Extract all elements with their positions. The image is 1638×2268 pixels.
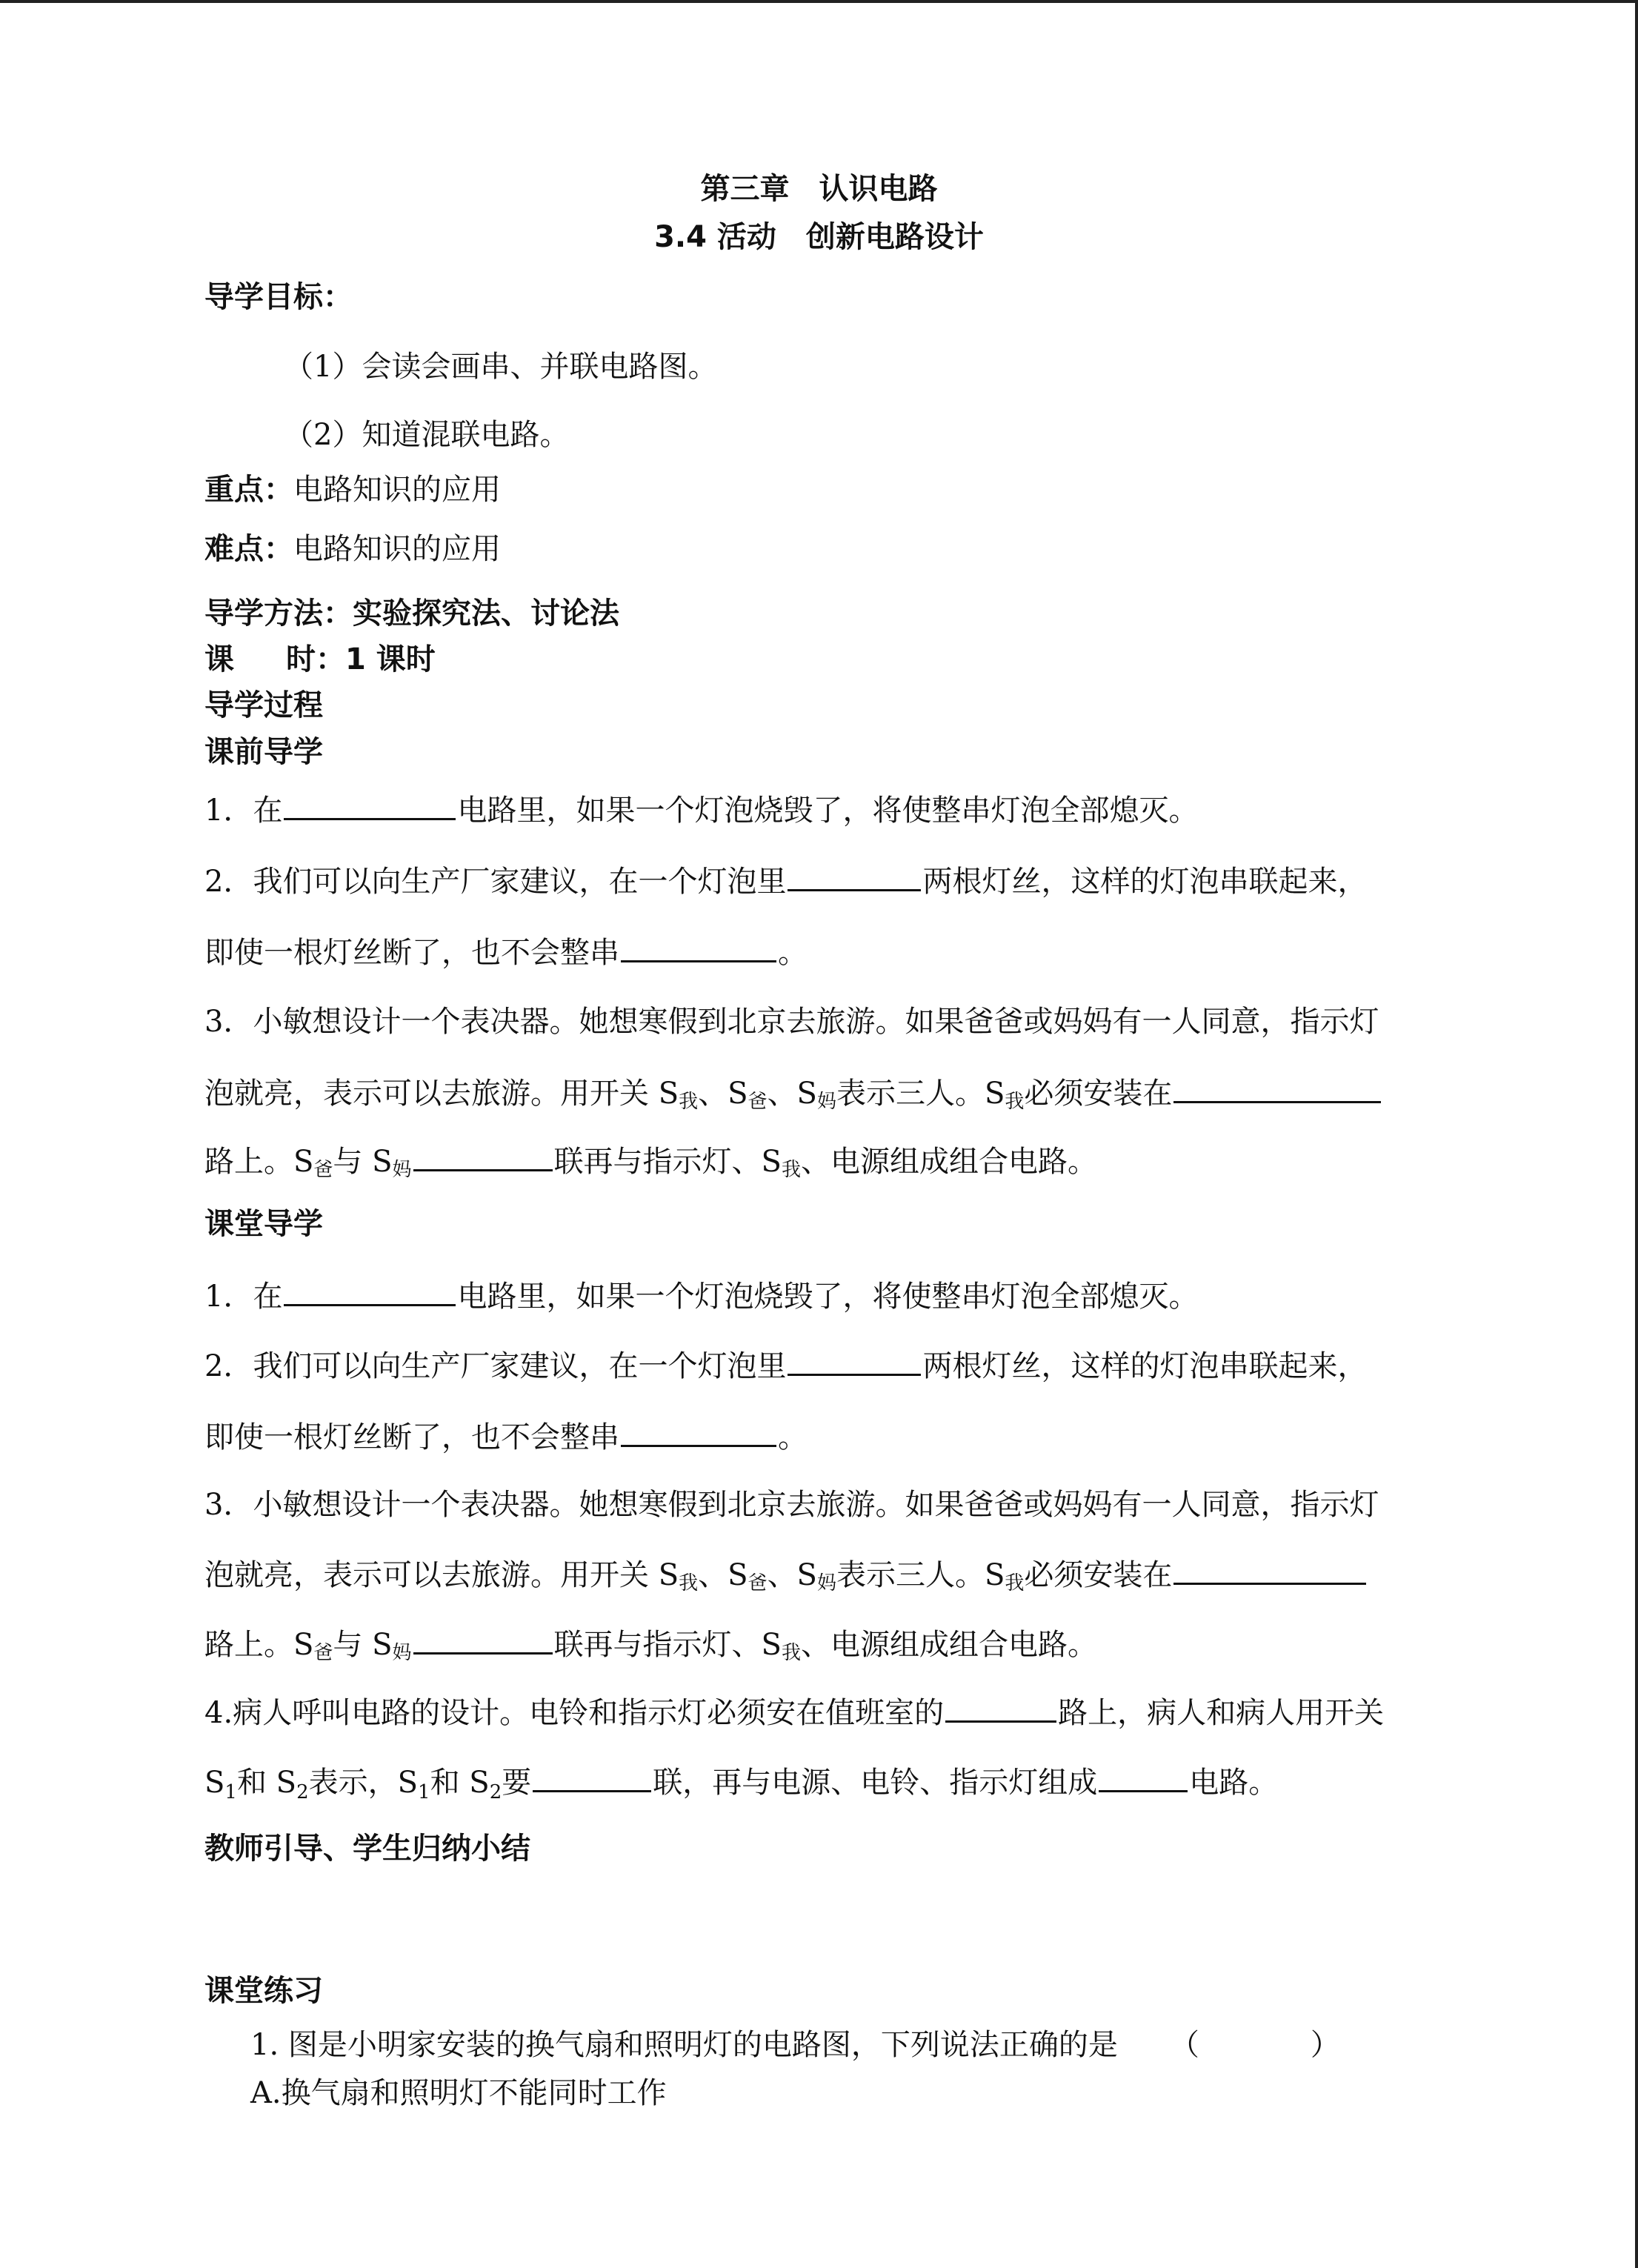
summary-heading: 教师引导、学生归纳小结 (204, 1832, 530, 1866)
answer-blank[interactable] (788, 1346, 921, 1376)
chapter-title: 第三章 认识电路 (700, 172, 938, 206)
page-border-top (0, 0, 1638, 3)
inclass-q4-line2: $S_1$和 $S_2$表示，$S_1$和 $S_2$要 联，再与电源、电铃、指示灯组成 电路。 (204, 1762, 1278, 1799)
objective-item: （2）知道混联电路。 (284, 418, 570, 452)
preclass-q2-line2: 即使一根灯丝断了，也不会整串 。 (204, 932, 808, 969)
inclass-q2-line2: 即使一根灯丝断了，也不会整串 。 (204, 1417, 808, 1454)
section-title: 3.4 活动 创新电路设计 (654, 220, 984, 254)
preclass-q3-line2: 泡就亮，表示可以去旅游。用开关 $S_我$、$S_爸$、$S_妈$表示三人。$S_我$必须安装在 (204, 1073, 1382, 1110)
inclass-heading: 课堂导学 (204, 1207, 323, 1241)
objectives-heading: 导学目标： (204, 280, 353, 314)
answer-blank[interactable] (413, 1141, 553, 1171)
answer-blank[interactable] (1173, 1073, 1381, 1103)
difficulty: 难点：电路知识的应用 (204, 532, 501, 566)
lesson-time: 课 时：1 课时 (204, 642, 436, 676)
answer-blank[interactable] (533, 1762, 651, 1792)
method: 导学方法：实验探究法、讨论法 (204, 596, 619, 631)
objective-item: （1）会读会画串、并联电路图。 (284, 350, 718, 384)
practice-option-a[interactable]: A.换气扇和照明灯不能同时工作 (250, 2076, 667, 2110)
inclass-q1: 1．在 电路里，如果一个灯泡烧毁了，将使整串灯泡全部熄灭。 (204, 1276, 1198, 1313)
process-heading: 导学过程 (204, 688, 323, 722)
answer-blank[interactable] (1173, 1554, 1366, 1585)
page-border-right (1635, 0, 1638, 2268)
answer-blank[interactable] (945, 1692, 1056, 1723)
preclass-q3-line3: 路上。$S_爸$与 $S_妈$ 联再与指示灯、$S_我$、电源组成组合电路。 (204, 1141, 1097, 1178)
answer-blank[interactable] (621, 1417, 776, 1447)
inclass-q3-line1: 3．小敏想设计一个表决器。她想寒假到北京去旅游。如果爸爸或妈妈有一人同意，指示灯 (204, 1488, 1379, 1522)
practice-q1: 1. 图是小明家安装的换气扇和照明灯的电路图，下列说法正确的是 （ ） (250, 2028, 1340, 2062)
answer-blank[interactable] (284, 1276, 456, 1306)
key-point: 重点：电路知识的应用 (204, 473, 501, 507)
answer-blank[interactable] (1099, 1762, 1188, 1792)
answer-blank[interactable] (284, 790, 456, 820)
answer-blank[interactable] (621, 932, 776, 962)
answer-blank[interactable] (788, 861, 921, 891)
answer-blank[interactable] (413, 1624, 553, 1655)
inclass-q3-line3: 路上。$S_爸$与 $S_妈$ 联再与指示灯、$S_我$、电源组成组合电路。 (204, 1624, 1097, 1661)
practice-heading: 课堂练习 (204, 1974, 323, 2008)
preclass-q2-line1: 2．我们可以向生产厂家建议，在一个灯泡里 两根灯丝，这样的灯泡串联起来， (204, 861, 1367, 898)
preclass-heading: 课前导学 (204, 735, 323, 769)
inclass-q4-line1: 4.病人呼叫电路的设计。电铃和指示灯必须安在值班室的 路上，病人和病人用开关 (204, 1692, 1384, 1729)
inclass-q3-line2: 泡就亮，表示可以去旅游。用开关 $S_我$、$S_爸$、$S_妈$表示三人。$S_我$必须安装在 (204, 1554, 1368, 1592)
inclass-q2-line1: 2．我们可以向生产厂家建议，在一个灯泡里 两根灯丝，这样的灯泡串联起来， (204, 1346, 1367, 1383)
preclass-q1: 1．在 电路里，如果一个灯泡烧毁了，将使整串灯泡全部熄灭。 (204, 790, 1198, 827)
preclass-q3-line1: 3．小敏想设计一个表决器。她想寒假到北京去旅游。如果爸爸或妈妈有一人同意，指示灯 (204, 1005, 1379, 1039)
